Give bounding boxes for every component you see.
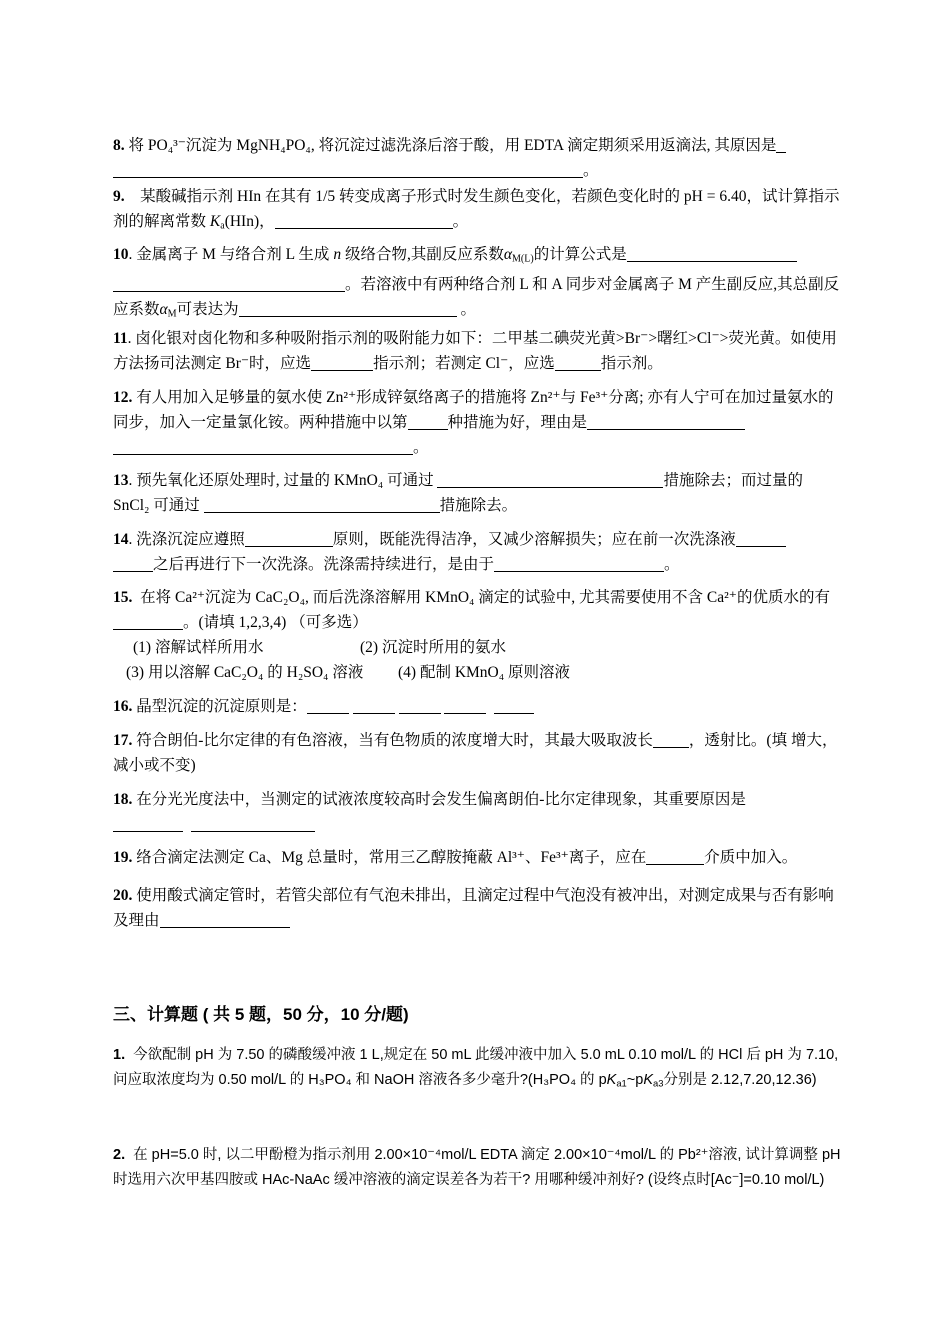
question-number: 10: [113, 246, 129, 263]
question-text: 符合朗伯-比尔定律的有色溶液，当有色物质的浓度增大时，其最大吸取波长: [136, 732, 653, 749]
question-text: 络合滴定法测定 Ca、Mg 总量时，常用三乙醇胺掩蔽 Al³⁺、Fe³⁺离子，应在: [136, 849, 647, 866]
ka-subscript: a: [220, 220, 225, 232]
option-2: (2) 沉淀时所用的氨水: [360, 639, 506, 656]
question-12: [113, 385, 843, 460]
question-text: 指示剂；若测定 Cl⁻，应选: [373, 355, 555, 372]
question-text: 某酸碱指示剂 HIn 在其有 1/5 转变成离子形式时发生颜色变化，若颜色变化时的 pH = 6.40，试计算指示剂的解离常数: [113, 188, 840, 230]
question-19: [113, 845, 843, 870]
question-end: 。: [413, 439, 429, 456]
ka-symbol: K: [209, 213, 221, 230]
answer-blank: [113, 817, 183, 832]
question-16: [113, 694, 843, 719]
question-end: 。: [583, 162, 599, 179]
ka-symbol: K: [643, 1072, 653, 1088]
answer-blank: [776, 137, 786, 154]
question-number: 1.: [113, 1047, 126, 1063]
ka-subscript: a1: [616, 1077, 627, 1089]
answer-blank: [307, 698, 349, 715]
question-text: ~p: [626, 1072, 644, 1088]
question-number: 16.: [113, 698, 133, 715]
n-symbol: n: [333, 246, 342, 263]
question-20: [113, 883, 843, 933]
answer-blank: [399, 698, 441, 715]
question-text: 可表达为: [176, 300, 239, 318]
question-number: 9.: [113, 188, 125, 205]
question-text: 有人用加入足够量的氨水使 Zn²⁺形成锌氨络离子的措施将 Zn²⁺与 Fe³⁺分离; 亦有人宁可在加过量氨水的同步，加入一定量氯化铵。两种措施中以第: [113, 389, 834, 431]
calc-question-2: [113, 1143, 843, 1193]
question-end: ，透射比。(填 增大，减小或不变): [113, 732, 838, 774]
answer-blank: [113, 162, 583, 179]
ka-subscript: a3: [653, 1077, 664, 1089]
question-text: 在 pH=5.0 时, 以二甲酚橙为指示剂用 2.00×10⁻⁴mol/L EDTA 滴定 2.00×10⁻⁴mol/L 的 Pb²⁺溶液, 试计算调整 pH 时选用六次甲基四胺或 HAc-NaAc 缓冲溶液的滴定误差各为若干? 用哪种缓冲剂好? (设终点时[Ac⁻]=0.10 mol/L): [113, 1147, 841, 1188]
answer-blank: [275, 213, 453, 230]
question-number: 12.: [113, 389, 133, 406]
section-title: 三、计算题 ( 共 5 题，50 分，10 分/题): [113, 1005, 409, 1024]
question-text: 。若溶液中有两种络合剂 L 和 A 同步对金属离子 M 产生副反应,其总副反应系数: [113, 275, 840, 318]
question-text: 在将 Ca²⁺沉淀为 CaC₂O₄, 而后洗涤溶解用 KMnO₄ 滴定的试验中, 尤其需要使用不含 Ca²⁺的优质水的有: [140, 589, 830, 606]
question-text: 级络合物,其副反应系数: [341, 246, 504, 263]
answer-blank: [113, 275, 345, 292]
answer-blank: [555, 355, 601, 372]
question-number: 2.: [113, 1147, 126, 1163]
question-10: [113, 242, 843, 326]
question-text: . 预先氧化还原处理时, 过量的 KMnO₄ 可通过: [128, 472, 438, 489]
answer-blank: [113, 556, 153, 573]
calc-question-1: [113, 1043, 843, 1095]
question-text: 分别是 2.12,7.20,12.36): [663, 1072, 817, 1088]
answer-blank: [494, 698, 534, 715]
answer-blank: [646, 849, 704, 866]
question-text: 晶型沉淀的沉淀原则是：: [136, 698, 307, 715]
answer-blank: [587, 414, 745, 431]
question-end: 。: [456, 300, 477, 318]
option-4: (4) 配制 KMnO₄ 原则溶液: [398, 664, 571, 681]
answer-blank: [408, 414, 448, 431]
question-15: [113, 585, 843, 635]
answer-blank: [204, 497, 440, 514]
question-text: 在分光光度法中，当测定的试液浓度较高时会发生偏离朗伯-比尔定律现象，其重要原因是: [136, 791, 746, 808]
alpha-subscript: M(L): [511, 253, 534, 265]
question-number: 19.: [113, 849, 133, 866]
answer-blank: [113, 439, 413, 456]
question-number: 20.: [113, 887, 133, 904]
alpha-symbol: α: [159, 300, 168, 318]
answer-blank: [494, 556, 664, 573]
question-9: [113, 184, 843, 239]
answer-blank: [353, 698, 395, 715]
question-number: 14: [113, 531, 129, 548]
question-text: . 洗涤沉淀应遵照: [128, 531, 245, 548]
ka-symbol: K: [606, 1072, 617, 1088]
answer-blank: [160, 912, 290, 929]
answer-blank: [245, 531, 333, 548]
answer-blank: [113, 614, 183, 631]
question-8: [113, 133, 843, 183]
question-11: [113, 326, 843, 376]
question-text: 原则，既能洗得洁净，又减少溶解损失；应在前一次洗涤液: [332, 531, 736, 548]
question-number: 8.: [113, 137, 125, 154]
answer-blank: [311, 355, 373, 372]
answer-blank: [239, 300, 457, 317]
question-18: [113, 787, 843, 837]
answer-blank: [736, 531, 786, 548]
alpha-subscript: M: [167, 308, 177, 320]
question-number: 18.: [113, 791, 133, 808]
question-text: 措施除去；而过量的 SnCl₂ 可通过: [113, 472, 803, 514]
question-end: 。: [664, 556, 680, 573]
question-text: 种措施为好，理由是: [447, 414, 588, 431]
answer-blank: [191, 817, 315, 832]
option-3: (3) 用以溶解 CaC₂O₄ 的 H₂SO₄ 溶液: [126, 664, 364, 681]
option-1: (1) 溶解试样所用水: [133, 639, 264, 656]
answer-blank: [627, 246, 797, 263]
question-number: 15.: [113, 589, 133, 606]
question-end: 指示剂。: [600, 355, 663, 372]
answer-blank: [437, 472, 663, 489]
question-text: . 卤化银对卤化物和多种吸附指示剂的吸附能力如下：二甲基二碘荧光黄>Br⁻>曙红>Cl⁻>荧光黄。如使用方法扬司法测定 Br⁻时，应选: [113, 330, 837, 372]
answer-blank: [444, 698, 486, 715]
question-text: 之后再进行下一次洗涤。洗涤需持续进行，是由于: [153, 556, 495, 573]
question-text: . 金属离子 M 与络合剂 L 生成: [128, 246, 334, 263]
question-end: 措施除去。: [439, 497, 518, 514]
question-number: 11: [113, 330, 128, 347]
question-end: 。(请填 1,2,3,4) （可多选）: [183, 614, 368, 631]
question-end: 。: [452, 213, 469, 230]
question-number: 13: [113, 472, 129, 489]
question-text: (HIn)，: [224, 213, 275, 230]
question-14: [113, 527, 843, 577]
question-number: 17.: [113, 732, 133, 749]
question-text: 将 PO₄³⁻沉淀为 MgNH₄PO₄, 将沉淀过滤洗涤后溶于酸，用 EDTA 滴定期须采用返滴法, 其原因是: [128, 137, 777, 154]
answer-blank: [653, 732, 689, 749]
alpha-symbol: α: [503, 246, 512, 263]
question-text: 的计算公式是: [533, 246, 627, 263]
question-17: [113, 728, 843, 778]
question-end: 介质中加入。: [704, 849, 798, 866]
question-text: 使用酸式滴定管时，若管尖部位有气泡未排出，且滴定过程中气泡没有被冲出，对测定成果与否有影响及理由: [113, 887, 834, 929]
question-text: 今欲配制 pH 为 7.50 的磷酸缓冲液 1 L,规定在 50 mL 此缓冲液中加入 5.0 mL 0.10 mol/L 的 HCl 后 pH 为 7.10, 问应取浓度均为 0.50 mol/L 的 H₃PO₄ 和 NaOH 溶液各多少毫升?(H₃PO₄ 的 p: [113, 1047, 839, 1088]
question-13: [113, 468, 843, 518]
